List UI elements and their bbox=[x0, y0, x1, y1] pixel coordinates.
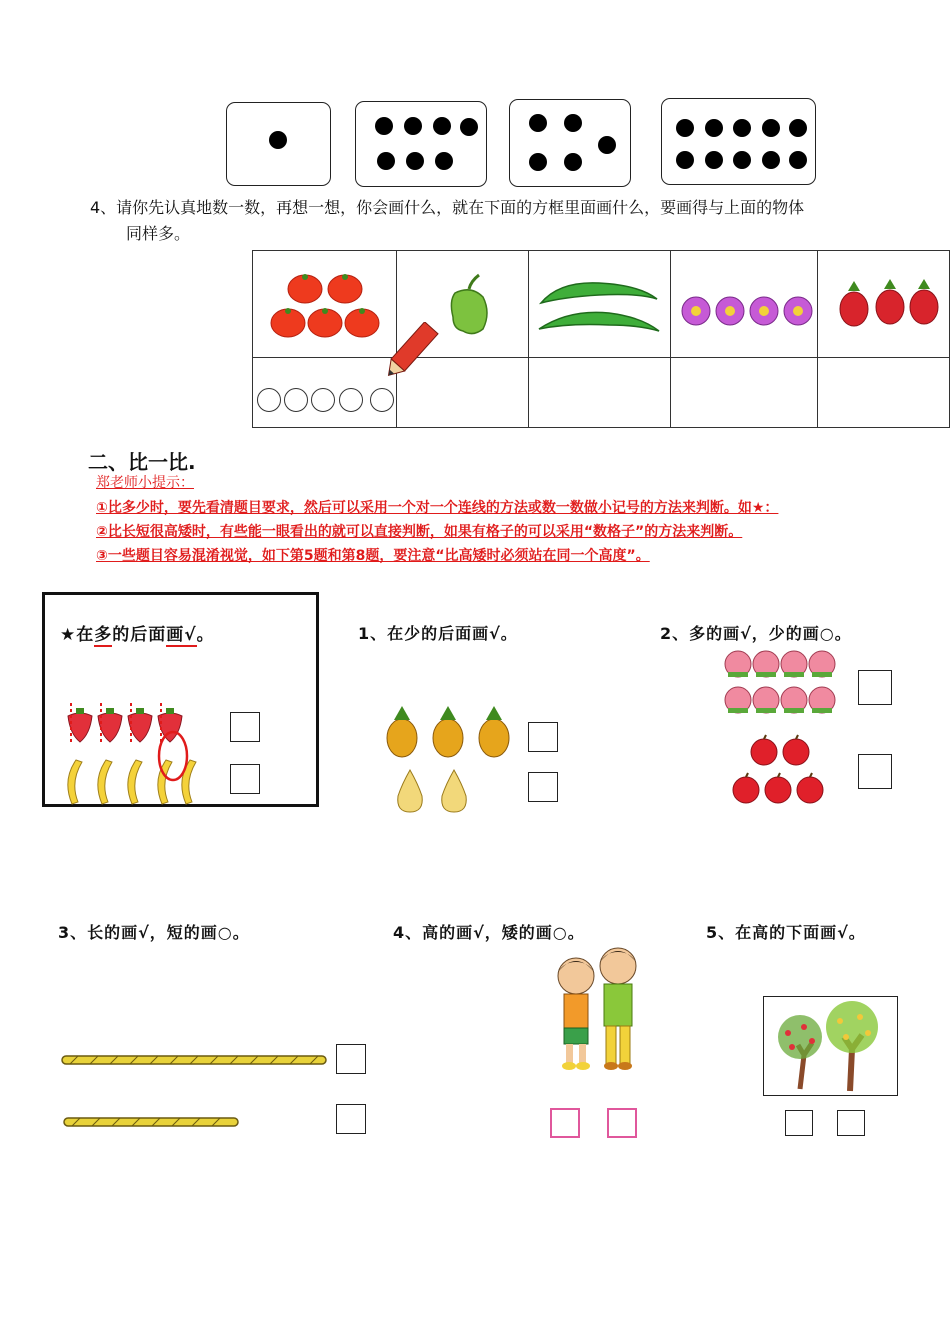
tip-1: ①比多少时，要先看清题目要求，然后可以采用一个对一个连线的方法或数一数做小记号的方法来判断。如★： bbox=[96, 500, 779, 516]
q2-title: 2、多的画√，少的画○。 bbox=[660, 624, 852, 643]
long-rope-icon bbox=[60, 1052, 330, 1068]
q3-title: 3、长的画√，短的画○。 bbox=[58, 923, 250, 942]
cucumber-answer-cell[interactable] bbox=[529, 358, 671, 428]
tomato-icon bbox=[253, 251, 396, 357]
q2-checkbox-peach[interactable] bbox=[858, 670, 892, 705]
answer-circle bbox=[257, 388, 281, 412]
dice-five bbox=[509, 99, 631, 187]
q3-checkbox-long[interactable] bbox=[336, 1044, 366, 1074]
tomato-cell bbox=[253, 251, 397, 358]
q5-title: 5、在高的下面画√。 bbox=[706, 923, 866, 942]
peach-icon bbox=[722, 646, 842, 718]
short-rope-icon bbox=[62, 1114, 242, 1130]
radish-cell bbox=[818, 251, 950, 358]
pineapple-icon bbox=[384, 704, 514, 760]
dice-ten bbox=[661, 98, 816, 185]
question4-text: 4、请你先认真地数一数，再想一想，你会画什么，就在下面的方框里面画什么，要画得与上面的物体 bbox=[90, 198, 805, 217]
cucumber-cell bbox=[529, 251, 671, 358]
dice-seven bbox=[355, 101, 487, 187]
short-boy bbox=[558, 958, 594, 1070]
flower-cell bbox=[671, 251, 818, 358]
q5-checkbox-left[interactable] bbox=[785, 1110, 813, 1136]
answer-circle bbox=[311, 388, 335, 412]
banana-icon bbox=[68, 760, 196, 804]
q5-checkbox-right[interactable] bbox=[837, 1110, 865, 1136]
example-answer-cell bbox=[253, 358, 397, 428]
flower-answer-cell[interactable] bbox=[671, 358, 818, 428]
example-fruits bbox=[60, 700, 210, 810]
question4-text-cont: 同样多。 bbox=[126, 224, 191, 243]
q4b-checkbox-tall-boy[interactable] bbox=[607, 1108, 637, 1138]
pear-icon bbox=[390, 764, 480, 816]
trees-picture-frame bbox=[763, 996, 898, 1096]
cucumber-icon bbox=[529, 251, 670, 357]
q3-checkbox-short[interactable] bbox=[336, 1104, 366, 1134]
q1-checkbox-pineapple[interactable] bbox=[528, 722, 558, 752]
dice-one bbox=[226, 102, 331, 186]
pencil-icon bbox=[380, 322, 440, 384]
q2-checkbox-apple[interactable] bbox=[858, 754, 892, 789]
radish-icon bbox=[818, 251, 949, 357]
answer-circle bbox=[284, 388, 308, 412]
section2-title: 二、比一比. bbox=[88, 450, 196, 474]
tip-2: ②比长短很高矮时，有些能一眼看出的就可以直接判断，如果有格子的可以采用“数格子”的方法来判断。 bbox=[96, 524, 743, 540]
tips-title: 郑老师小提示： bbox=[96, 475, 194, 491]
q1-checkbox-pear[interactable] bbox=[528, 772, 558, 802]
q4b-title: 4、高的画√，矮的画○。 bbox=[393, 923, 585, 942]
example-checkbox-banana[interactable] bbox=[230, 764, 260, 794]
example-title: ★在多的后面画√。 bbox=[60, 625, 215, 645]
answer-circle bbox=[370, 388, 394, 412]
example-checkbox-strawberry[interactable] bbox=[230, 712, 260, 742]
apple-icon bbox=[726, 734, 836, 812]
q4b-checkbox-short-boy[interactable] bbox=[550, 1108, 580, 1138]
radish-answer-cell[interactable] bbox=[818, 358, 950, 428]
answer-circle bbox=[339, 388, 363, 412]
two-boys-icon bbox=[548, 944, 648, 1076]
tip-3: ③一些题目容易混淆视觉，如下第5题和第8题，要注意“比高矮时必须站在同一个高度”。 bbox=[96, 548, 650, 564]
tall-boy bbox=[600, 948, 636, 1070]
flower-icon bbox=[671, 251, 817, 357]
tree-icon bbox=[764, 997, 897, 1095]
drawing-grid bbox=[252, 250, 950, 428]
q1-title: 1、在少的后面画√。 bbox=[358, 624, 518, 643]
